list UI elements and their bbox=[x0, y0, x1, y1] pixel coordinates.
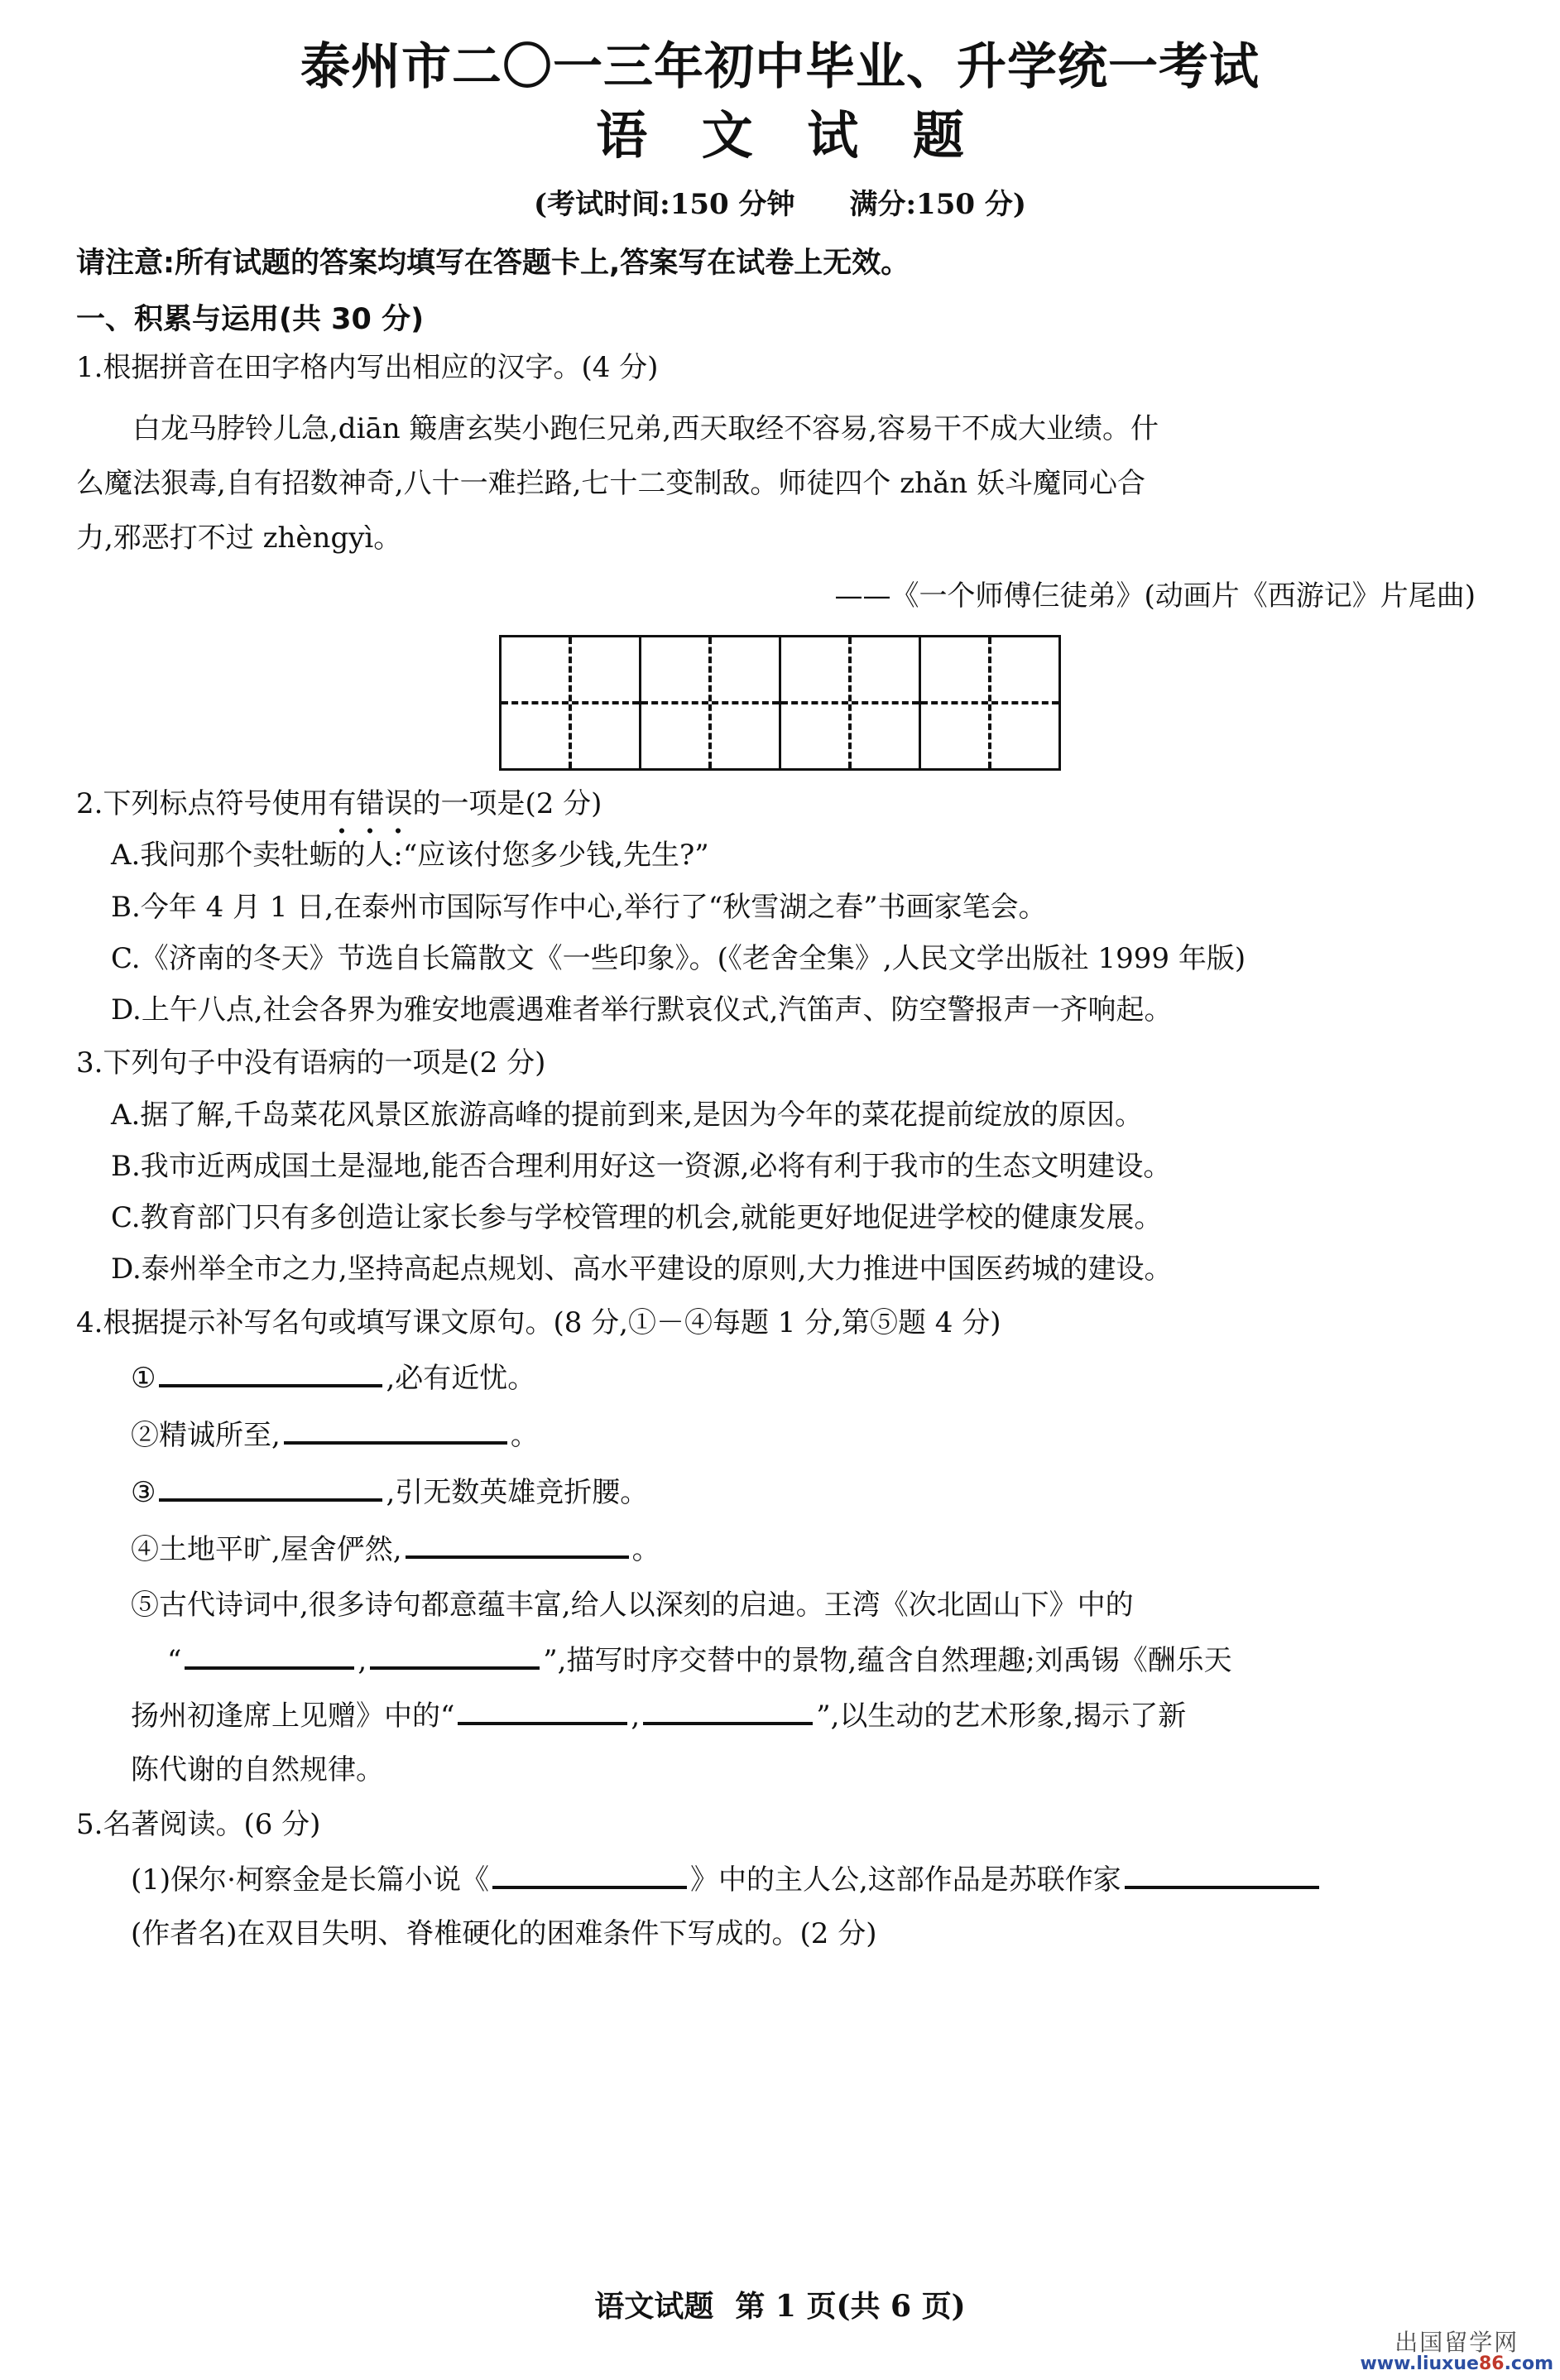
question-2-option-b[interactable]: B.今年 4 月 1 日,在泰州市国际写作中心,举行了“秋雪湖之春”书画家笔会。 bbox=[111, 890, 1047, 924]
answer-blank[interactable] bbox=[1125, 1858, 1319, 1889]
watermark-url-prefix: www.liuxue bbox=[1360, 2353, 1479, 2374]
question-1-attribution: ——《一个师傅仨徒弟》(动画片《西游记》片尾曲) bbox=[834, 579, 1476, 613]
question-2-option-a[interactable]: A.我问那个卖牡蛎的人:“应该付您多少钱,先生?” bbox=[111, 839, 709, 873]
question-4-item-5-line-2 bbox=[76, 1638, 1484, 1682]
answer-blank[interactable] bbox=[185, 1638, 354, 1670]
tianzige-grid[interactable] bbox=[499, 635, 1061, 771]
answer-blank[interactable] bbox=[406, 1527, 629, 1559]
question-5-sub-1-line-1 bbox=[76, 1858, 1484, 1902]
question-4-item-1-post: ,必有近忧。 bbox=[386, 1362, 536, 1395]
question-1-passage-line-1: 白龙马脖铃儿急,diān 簸唐玄奘小跑仨兄弟,西天取经不容易,容易干不成大业绩。什 bbox=[132, 412, 1159, 446]
question-4-item-5-comma-2: , bbox=[631, 1700, 641, 1733]
question-2-stem-post: 的一项是(2 分) bbox=[412, 787, 602, 821]
question-4-item-1 bbox=[76, 1356, 1484, 1400]
tianzige-cell[interactable] bbox=[502, 637, 641, 768]
question-4-item-3-pre: ③ bbox=[131, 1476, 156, 1509]
question-4-item-2 bbox=[76, 1413, 1484, 1457]
question-4-item-1-pre: ① bbox=[131, 1362, 156, 1395]
question-3-option-b[interactable]: B.我市近两成国土是湿地,能否合理利用好这一资源,必将有利于我市的生态文明建设。 bbox=[111, 1149, 1172, 1183]
watermark bbox=[1360, 2331, 1553, 2373]
question-1-passage-line-3: 力,邪恶打不过 zhèngyì。 bbox=[76, 522, 402, 555]
question-4-item-2-pre: ②精诚所至, bbox=[131, 1419, 281, 1452]
question-4-stem: 4.根据提示补写名句或填写课文原句。(8 分,①－④每题 1 分,第⑤题 4 分) bbox=[76, 1305, 1001, 1339]
question-4-item-5-line-4: 陈代谢的自然规律。 bbox=[131, 1753, 384, 1786]
tianzige-cell[interactable] bbox=[921, 637, 1061, 768]
question-4-item-5-line-3-pre: 扬州初逢席上见赠》中的“ bbox=[131, 1700, 455, 1733]
question-4-item-3-post: ,引无数英雄竞折腰。 bbox=[386, 1476, 649, 1509]
tianzige-cell[interactable] bbox=[641, 637, 781, 768]
footer-page-number: 第 1 页(共 6 页) bbox=[735, 2289, 966, 2324]
question-2-stem bbox=[76, 784, 1484, 824]
question-4-item-5-line-3-post: ”,以生动的艺术形象,揭示了新 bbox=[816, 1700, 1187, 1733]
question-4-item-5-line-1: ⑤古代诗词中,很多诗句都意蕴丰富,给人以深刻的启迪。王湾《次北固山下》中的 bbox=[131, 1589, 1134, 1622]
question-4-item-5-comma: , bbox=[358, 1644, 367, 1677]
answer-blank[interactable] bbox=[370, 1638, 540, 1670]
question-3-option-d[interactable]: D.泰州举全市之力,坚持高起点规划、高水平建设的原则,大力推进中国医药城的建设。 bbox=[111, 1253, 1173, 1286]
question-2-stem-pre: 2.下列标点符号使用 bbox=[76, 787, 329, 821]
subject-title: 语 文 试 题 bbox=[596, 104, 982, 166]
question-2-stem-emphasis: 有错误 bbox=[328, 784, 412, 824]
question-4-item-5-quote-open: “ bbox=[167, 1644, 182, 1677]
question-4-item-5-line-2-post: ”,描写时序交替中的景物,蕴含自然理趣;刘禹锡《酬乐天 bbox=[543, 1644, 1232, 1677]
answer-blank[interactable] bbox=[643, 1694, 813, 1725]
answer-blank[interactable] bbox=[492, 1858, 687, 1889]
question-1-passage-line-2: 么魔法狠毒,自有招数神奇,八十一难拦路,七十二变制敌。师徒四个 zhǎn 妖斗魔同心合 bbox=[76, 467, 1146, 501]
section-heading-one: 一、积累与运用(共 30 分) bbox=[76, 303, 425, 337]
question-4-item-4-post: 。 bbox=[631, 1533, 660, 1566]
question-4-item-3 bbox=[76, 1470, 1484, 1514]
question-4-item-5-line-3 bbox=[76, 1694, 1484, 1738]
tianzige-cell[interactable] bbox=[781, 637, 921, 768]
question-4-item-2-post: 。 bbox=[510, 1419, 539, 1452]
question-5-stem: 5.名著阅读。(6 分) bbox=[76, 1808, 321, 1841]
question-1-stem: 1.根据拼音在田字格内写出相应的汉字。(4 分) bbox=[76, 351, 659, 385]
question-4-item-4 bbox=[76, 1527, 1484, 1571]
question-2-option-d[interactable]: D.上午八点,社会各界为雅安地震遇难者举行默哀仪式,汽笛声、防空警报声一齐响起。 bbox=[111, 993, 1173, 1027]
question-5-sub-1-mid: 》中的主人公,这部作品是苏联作家 bbox=[689, 1863, 1121, 1897]
answer-blank[interactable] bbox=[159, 1356, 382, 1387]
watermark-site-name: 出国留学网 bbox=[1394, 2329, 1519, 2357]
exam-duration: (考试时间:150 分钟 bbox=[534, 188, 795, 222]
page-footer bbox=[0, 2283, 1560, 2325]
exam-meta bbox=[76, 181, 1484, 222]
exam-total-score: 满分:150 分) bbox=[849, 188, 1026, 222]
question-3-option-c[interactable]: C.教育部门只有多创造让家长参与学校管理的机会,就能更好地促进学校的健康发展。 bbox=[111, 1201, 1163, 1235]
exam-title: 泰州市二〇一三年初中毕业、升学统一考试 bbox=[300, 38, 1260, 96]
question-4-item-4-pre: ④土地平旷,屋舍俨然, bbox=[131, 1533, 402, 1566]
watermark-url bbox=[1360, 2355, 1553, 2373]
question-5-sub-1-line-2: (作者名)在双目失明、脊椎硬化的困难条件下写成的。(2 分) bbox=[131, 1917, 877, 1951]
question-2-option-c[interactable]: C.《济南的冬天》节选自长篇散文《一些印象》。(《老舍全集》,人民文学出版社 1999 年版) bbox=[111, 941, 1246, 975]
watermark-url-suffix: .com bbox=[1504, 2353, 1553, 2374]
tianzige-grid-wrapper bbox=[76, 635, 1484, 771]
question-3-option-a[interactable]: A.据了解,千岛菜花风景区旅游高峰的提前到来,是因为今年的菜花提前绽放的原因。 bbox=[111, 1098, 1143, 1132]
answer-blank[interactable] bbox=[159, 1470, 382, 1502]
question-3-stem: 3.下列句子中没有语病的一项是(2 分) bbox=[76, 1046, 546, 1080]
exam-notice: 请注意:所有试题的答案均填写在答题卡上,答案写在试卷上无效。 bbox=[76, 247, 910, 281]
answer-blank[interactable] bbox=[458, 1694, 627, 1725]
watermark-url-number: 86 bbox=[1478, 2353, 1505, 2374]
question-5-sub-1-pre: (1)保尔·柯察金是长篇小说《 bbox=[131, 1863, 489, 1897]
footer-subject: 语文试题 bbox=[594, 2289, 714, 2324]
answer-blank[interactable] bbox=[284, 1413, 507, 1445]
